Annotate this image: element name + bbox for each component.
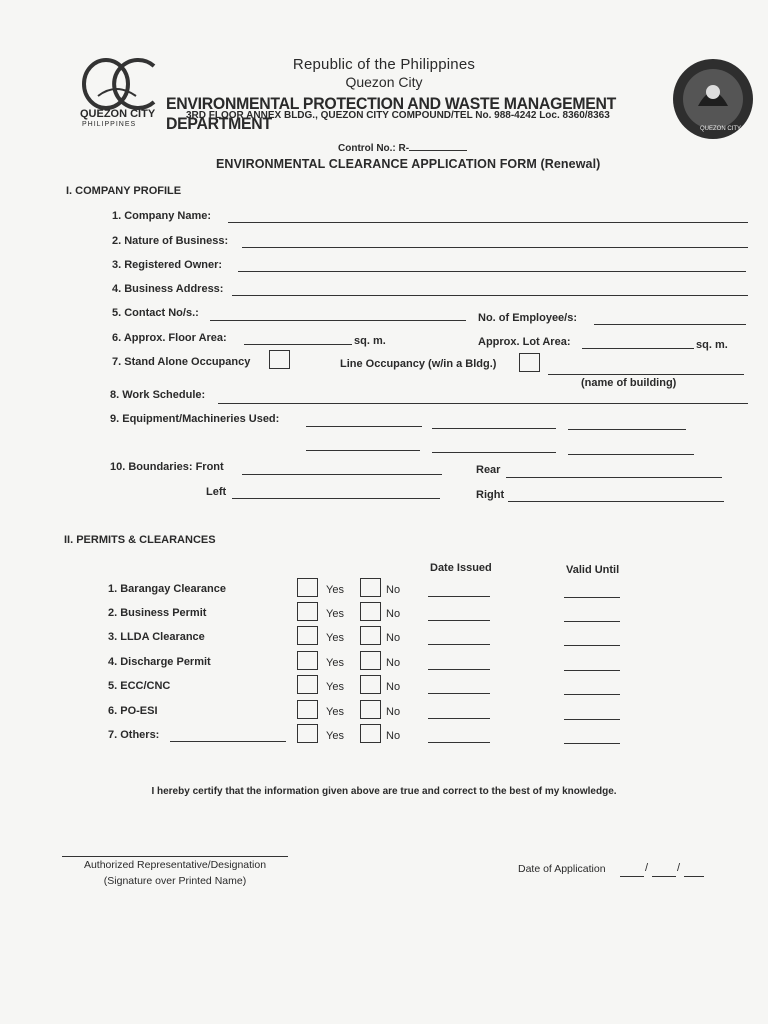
certification-statement: I hereby certify that the information given above are true and correct to the best of my knowledge. [151,786,617,797]
permit-no-label: No [386,584,401,596]
signature-caption-1: Authorized Representative/Designation [83,859,267,871]
equipment-field-2[interactable] [432,428,556,429]
date-issued-field[interactable] [428,718,490,719]
boundaries-left-label: Left [206,486,227,498]
floor-area-label: 6. Approx. Floor Area: [112,332,227,344]
permit-no-label: No [386,608,401,620]
date-day-field[interactable] [652,876,676,877]
line-occupancy-checkbox[interactable] [519,353,540,372]
stand-alone-checkbox[interactable] [269,350,290,369]
boundaries-right-label: Right [476,489,505,501]
permit-yes-checkbox[interactable] [297,675,318,694]
permit-yes-label: Yes [326,681,344,693]
control-number [338,140,467,154]
permit-no-label: No [386,657,401,669]
permit-no-checkbox[interactable] [360,724,381,743]
permit-no-checkbox[interactable] [360,578,381,597]
permit-label: 7. Others: [108,729,160,741]
nature-of-business-field[interactable] [242,247,748,248]
building-name-label: (name of building) [581,377,677,389]
lot-area-field[interactable] [582,348,694,349]
valid-until-header: Valid Until [566,564,620,576]
date-issued-field[interactable] [428,669,490,670]
permit-yes-checkbox[interactable] [297,602,318,621]
lot-area-label: Approx. Lot Area: [478,336,571,348]
date-issued-field[interactable] [428,693,490,694]
permit-yes-label: Yes [326,706,344,718]
permit-label: 3. LLDA Clearance [108,631,205,643]
building-name-field[interactable] [548,374,744,375]
equipment-field-6[interactable] [568,454,694,455]
permit-no-label: No [386,681,401,693]
permit-label: 6. PO-ESI [108,705,158,717]
form-title: ENVIRONMENTAL CLEARANCE APPLICATION FORM (Renewal) [216,157,601,171]
floor-area-unit: sq. m. [354,335,386,347]
boundaries-rear-field[interactable] [506,477,722,478]
business-address-label: 4. Business Address: [112,283,224,295]
date-separator-1: / [645,862,649,874]
company-name-label: 1. Company Name: [112,210,212,222]
equipment-field-4[interactable] [306,450,420,451]
permit-yes-label: Yes [326,730,344,742]
valid-until-field[interactable] [564,645,620,646]
signature-caption-2: (Signature over Printed Name) [103,875,247,887]
nature-of-business-label: 2. Nature of Business: [112,235,229,247]
boundaries-front-field[interactable] [242,474,442,475]
logo-subtext: PHILIPPINES [82,121,137,128]
permit-yes-label: Yes [326,657,344,669]
valid-until-field[interactable] [564,670,620,671]
others-field[interactable] [170,741,286,742]
registered-owner-field[interactable] [238,271,746,272]
permit-label: 2. Business Permit [108,607,207,619]
boundaries-rear-label: Rear [476,464,501,476]
permit-yes-checkbox[interactable] [297,626,318,645]
date-issued-field[interactable] [428,620,490,621]
valid-until-field[interactable] [564,719,620,720]
date-issued-field[interactable] [428,596,490,597]
lot-area-unit: sq. m. [696,339,728,351]
permit-yes-checkbox[interactable] [297,700,318,719]
floor-area-field[interactable] [244,344,352,345]
permit-label: 5. ECC/CNC [108,680,171,692]
permit-yes-checkbox[interactable] [297,724,318,743]
equipment-field-1[interactable] [306,426,422,427]
seal-text: QUEZON CITY [700,126,742,132]
boundaries-left-field[interactable] [232,498,440,499]
permit-no-label: No [386,706,401,718]
permit-label: 4. Discharge Permit [108,656,211,668]
registered-owner-label: 3. Registered Owner: [112,259,223,271]
date-of-application-label: Date of Application [518,863,606,875]
department-address: 3RD FLOOR ANNEX BLDG., QUEZON CITY COMPOUND/TEL No. 988-4242 Loc. 8360/8363 [186,110,610,121]
permit-no-checkbox[interactable] [360,651,381,670]
permit-no-checkbox[interactable] [360,700,381,719]
company-name-field[interactable] [228,222,748,223]
logo-text: QUEZON CITY [80,108,156,120]
republic-heading: Republic of the Philippines [292,56,476,73]
permit-no-label: No [386,632,401,644]
permit-yes-label: Yes [326,584,344,596]
valid-until-field[interactable] [564,597,620,598]
contact-number-label: 5. Contact No/s.: [112,307,199,319]
work-schedule-field[interactable] [218,403,748,404]
stand-alone-label: 7. Stand Alone Occupancy [112,356,251,368]
permit-no-checkbox[interactable] [360,626,381,645]
valid-until-field[interactable] [564,694,620,695]
permit-yes-label: Yes [326,632,344,644]
permit-no-checkbox[interactable] [360,602,381,621]
business-address-field[interactable] [232,295,748,296]
valid-until-field[interactable] [564,743,620,744]
equipment-label: 9. Equipment/Machineries Used: [110,413,280,425]
date-year-field[interactable] [684,876,704,877]
date-month-field[interactable] [620,876,644,877]
date-issued-field[interactable] [428,742,490,743]
employees-field[interactable] [594,324,746,325]
permit-yes-checkbox[interactable] [297,578,318,597]
boundaries-front-label: 10. Boundaries: Front [110,461,224,473]
contact-number-field[interactable] [210,320,466,321]
date-issued-header: Date Issued [430,562,492,574]
equipment-field-5[interactable] [432,452,556,453]
company-profile-heading: I. COMPANY PROFILE [66,185,182,197]
permit-no-checkbox[interactable] [360,675,381,694]
date-separator-2: / [677,862,681,874]
date-issued-field[interactable] [428,644,490,645]
city-heading: Quezon City [345,74,423,90]
line-occupancy-label: Line Occupancy (w/in a Bldg.) [340,358,497,370]
permit-yes-label: Yes [326,608,344,620]
boundaries-right-field[interactable] [508,501,724,502]
control-number-label: Control No.: R- [338,143,410,154]
department-heading: ENVIRONMENTAL PROTECTION AND WASTE MANAGEMENT DEPARTMENT [166,94,617,133]
signature-line[interactable] [62,856,288,857]
equipment-field-3[interactable] [568,429,686,430]
permit-label: 1. Barangay Clearance [108,583,227,595]
permits-heading: II. PERMITS & CLEARANCES [64,534,216,546]
valid-until-field[interactable] [564,621,620,622]
control-number-field[interactable] [409,140,467,151]
work-schedule-label: 8. Work Schedule: [110,389,206,401]
permit-no-label: No [386,730,401,742]
employees-label: No. of Employee/s: [478,312,578,324]
permit-yes-checkbox[interactable] [297,651,318,670]
